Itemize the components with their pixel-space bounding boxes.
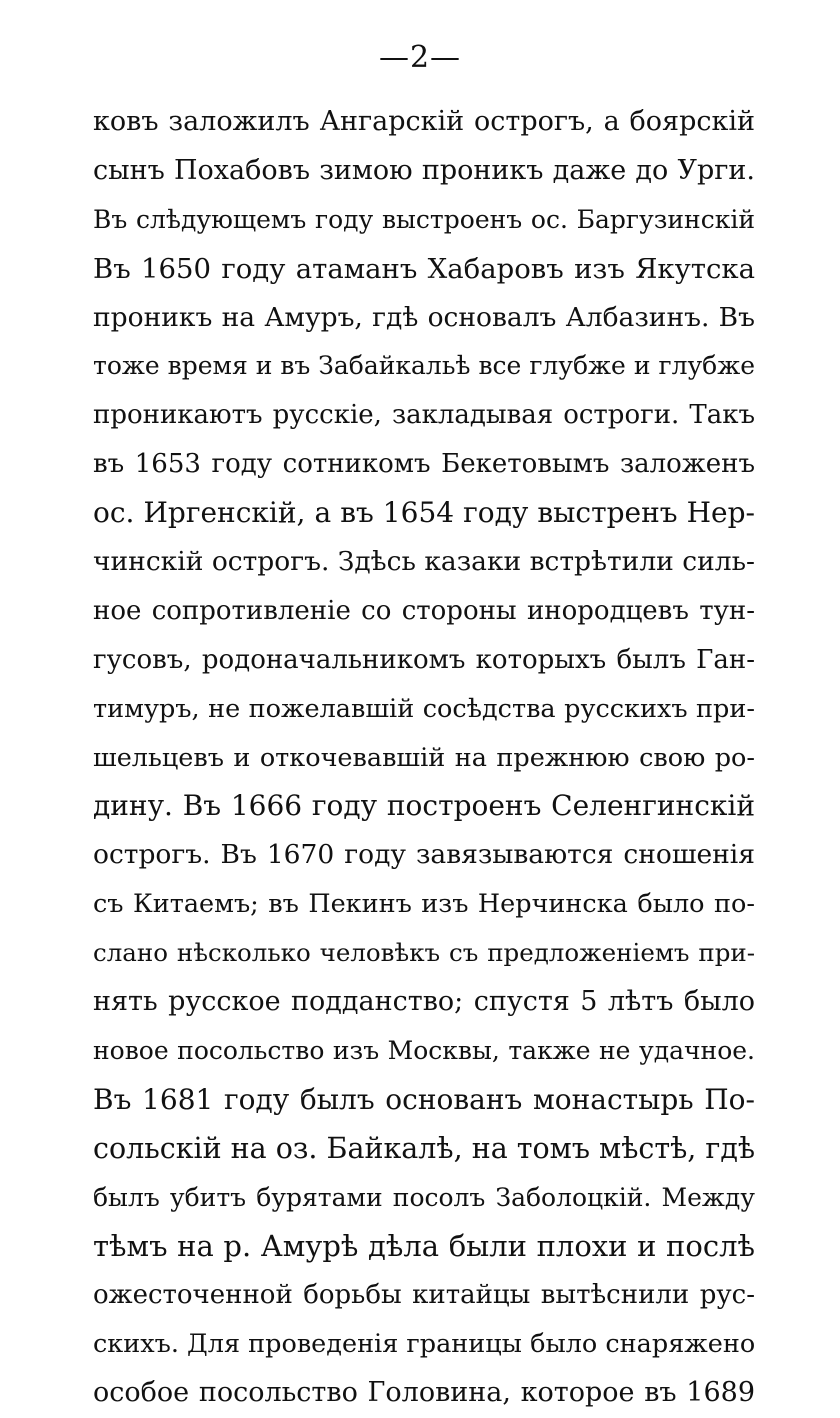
text-line: слано нѣсколько человѣкъ съ предложеніемъ при- [93,938,755,968]
text-line: чинскій острогъ. Здѣсь казаки встрѣтили силь- [93,546,755,578]
text-line: Въ 1681 году былъ основанъ монастырь По- [93,1082,755,1116]
text-line: дину. Въ 1666 году построенъ Селенгинскій [93,789,755,823]
text-line: гусовъ, родоначальникомъ которыхъ былъ Ган- [93,644,755,675]
text-line: сынъ Похабовъ зимою проникъ даже до Урги. [93,154,755,186]
text-line: тоже время и въ Забайкальѣ все глубже и глубже [93,351,755,381]
text-line: проникъ на Амуръ, гдѣ основалъ Албазинъ. Въ [93,301,755,333]
text-line: Въ слѣдующемъ году выстроенъ ос. Баргузинскій [93,204,755,234]
text-line: проникаютъ русскіе, закладывая остроги. Такъ [93,400,755,431]
text-line: ковъ заложилъ Ангарскій острогъ, а боярскій [93,106,755,137]
body-text [93,98,755,1418]
text-line: былъ убитъ бурятами посолъ Заболоцкій. Между [93,1182,755,1212]
text-line: шельцевъ и откочевавшій на прежнюю свою ро- [93,742,755,773]
text-line: особое посольство Головина, которое въ 1689 [93,1377,755,1409]
page-number: —2— [378,40,462,75]
text-line: сольскій на оз. Байкалѣ, на томъ мѣстѣ, гдѣ [93,1131,755,1165]
text-line: въ 1653 году сотникомъ Бекетовымъ заложенъ [93,449,755,480]
text-line: тимуръ, не пожелавшій сосѣдства русскихъ при- [93,693,755,724]
text-line: ожесточенной борьбы китайцы вытѣснили рус- [93,1280,755,1311]
text-line: съ Китаемъ; въ Пекинъ изъ Нерчинска было по- [93,889,755,920]
text-line: тѣмъ на р. Амурѣ дѣла были плохи и послѣ [93,1229,755,1264]
text-line: нять русское подданство; спустя 5 лѣтъ было [93,986,755,1018]
text-line: ное сопротивленіе со стороны инородцевъ тун- [93,595,755,626]
text-line: ос. Иргенскій, а въ 1654 году выстренъ Нер- [93,496,755,530]
text-line: скихъ. Для проведенія границы было снаряжено [93,1329,755,1360]
text-line: новое посольство изъ Москвы, также не удачное. [93,1035,755,1065]
text-line: Въ 1650 году атаманъ Хабаровъ изъ Якутска [93,252,755,285]
text-line: острогъ. Въ 1670 году завязываются сношенія [93,839,755,871]
